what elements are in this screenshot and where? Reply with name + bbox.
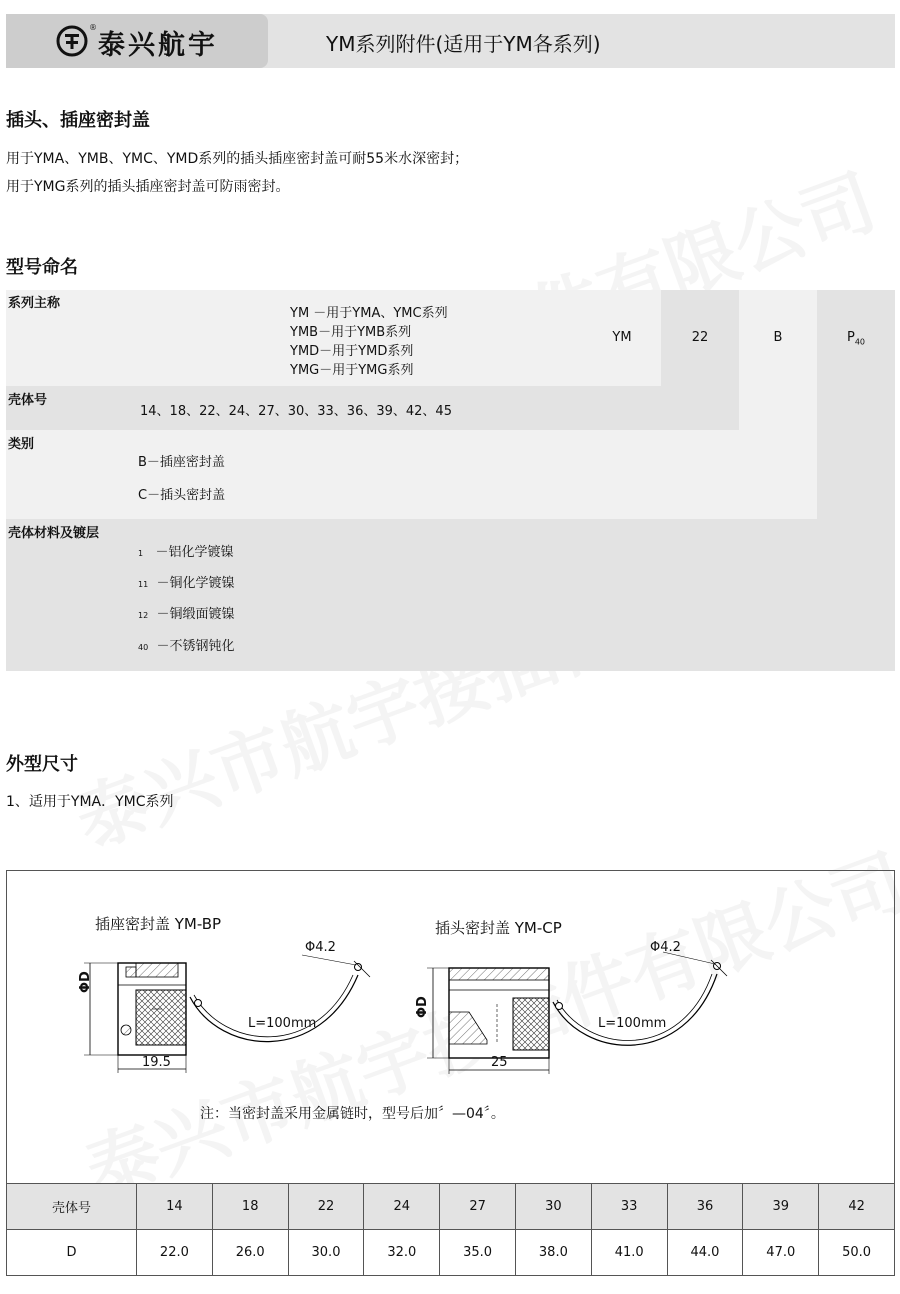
material-option: 11 －铜化学镀镍 bbox=[138, 576, 235, 591]
logo-panel bbox=[6, 14, 268, 68]
seal-cap-line-2: 用于YMG系列的插头插座密封盖可防雨密封。 bbox=[6, 179, 290, 195]
table-cell: 47.0 bbox=[743, 1230, 819, 1276]
section-heading-dimensions: 外型尺寸 bbox=[6, 754, 78, 775]
page-header bbox=[6, 14, 895, 68]
band-category bbox=[6, 430, 739, 519]
section-heading-seal-cap: 插头、插座密封盖 bbox=[6, 110, 150, 131]
drawing-bp bbox=[70, 935, 390, 1075]
example-code-material-sub: 40 bbox=[854, 337, 866, 347]
category-option: B－插座密封盖 bbox=[138, 455, 225, 470]
table-cell: 39 bbox=[743, 1184, 819, 1230]
dim-hole-cp: Φ4.2 bbox=[650, 940, 681, 955]
series-option: YM －用于YMA、YMC系列 bbox=[290, 306, 448, 321]
category-option: C－插头密封盖 bbox=[138, 488, 226, 503]
logo-text: 泰兴航宇 bbox=[98, 30, 218, 61]
category-label: 类别 bbox=[8, 437, 35, 452]
material-option: 40 －不锈钢钝化 bbox=[138, 639, 235, 654]
dim-chain-length-cp: L=100mm bbox=[598, 1016, 667, 1031]
dim-chain-length-bp: L=100mm bbox=[248, 1016, 317, 1031]
dim-diameter-cp: ΦD bbox=[415, 996, 430, 1018]
table-cell: 26.0 bbox=[212, 1230, 288, 1276]
dim-diameter-bp: ΦD bbox=[78, 971, 93, 993]
series-option: YMD－用于YMD系列 bbox=[290, 344, 414, 359]
table-cell: 42 bbox=[819, 1184, 895, 1230]
series-option: YMG－用于YMG系列 bbox=[290, 363, 414, 378]
band-material bbox=[6, 519, 817, 671]
table-cell: 35.0 bbox=[440, 1230, 516, 1276]
drawing-cp bbox=[405, 940, 745, 1080]
dim-hole-bp: Φ4.2 bbox=[305, 940, 336, 955]
table-cell: 50.0 bbox=[819, 1230, 895, 1276]
shell-label: 壳体号 bbox=[8, 393, 48, 408]
logo-icon bbox=[56, 25, 88, 57]
dimension-table bbox=[6, 1183, 895, 1276]
drawing-title-cp: 插头密封盖 YM-CP bbox=[435, 919, 562, 937]
table-cell: 18 bbox=[212, 1184, 288, 1230]
table-cell: 36 bbox=[667, 1184, 743, 1230]
example-code-shell: 22 bbox=[691, 330, 709, 345]
example-code-material bbox=[817, 330, 895, 347]
table-cell: 22.0 bbox=[137, 1230, 213, 1276]
dim-width-cp: 25 bbox=[491, 1055, 508, 1070]
table-row bbox=[7, 1184, 895, 1230]
table-cell: 38.0 bbox=[515, 1230, 591, 1276]
page-title: YM系列附件(适用于YM各系列) bbox=[326, 32, 601, 56]
table-row-label: D bbox=[7, 1230, 137, 1276]
registered-mark: ® bbox=[89, 23, 97, 32]
material-option: 12 －铜缎面镀镍 bbox=[138, 607, 235, 622]
dimensions-subheading: 1、适用于YMA．YMC系列 bbox=[6, 794, 174, 810]
series-option: YMB－用于YMB系列 bbox=[290, 325, 412, 340]
example-code-series: YM bbox=[612, 330, 632, 345]
drawing-note: 注：当密封盖采用金属链时，型号后加〞—04〞。 bbox=[200, 1106, 505, 1122]
band-material-col bbox=[817, 290, 895, 671]
table-cell: 32.0 bbox=[364, 1230, 440, 1276]
table-cell: 24 bbox=[364, 1184, 440, 1230]
table-cell: 30 bbox=[515, 1184, 591, 1230]
table-row bbox=[7, 1230, 895, 1276]
drawing-title-bp: 插座密封盖 YM-BP bbox=[95, 915, 222, 933]
dim-width-bp: 19.5 bbox=[142, 1055, 171, 1070]
table-cell: 41.0 bbox=[591, 1230, 667, 1276]
table-cell: 30.0 bbox=[288, 1230, 364, 1276]
example-code-category: B bbox=[773, 330, 783, 345]
table-row-label: 壳体号 bbox=[7, 1184, 137, 1230]
table-cell: 33 bbox=[591, 1184, 667, 1230]
band-shell-col bbox=[661, 290, 739, 430]
table-cell: 14 bbox=[137, 1184, 213, 1230]
material-option: 1 －铝化学镀镍 bbox=[138, 545, 234, 560]
material-label: 壳体材料及镀层 bbox=[8, 526, 100, 541]
seal-cap-line-1: 用于YMA、YMB、YMC、YMD系列的插头插座密封盖可耐55米水深密封； bbox=[6, 151, 469, 167]
table-cell: 22 bbox=[288, 1184, 364, 1230]
table-cell: 44.0 bbox=[667, 1230, 743, 1276]
series-label: 系列主称 bbox=[8, 296, 61, 311]
section-heading-naming: 型号命名 bbox=[6, 257, 78, 278]
shell-values: 14、18、22、24、27、30、33、36、39、42、45 bbox=[140, 404, 452, 419]
table-cell: 27 bbox=[440, 1184, 516, 1230]
example-code-material-main: P bbox=[846, 330, 855, 345]
band-category-col bbox=[739, 290, 817, 519]
